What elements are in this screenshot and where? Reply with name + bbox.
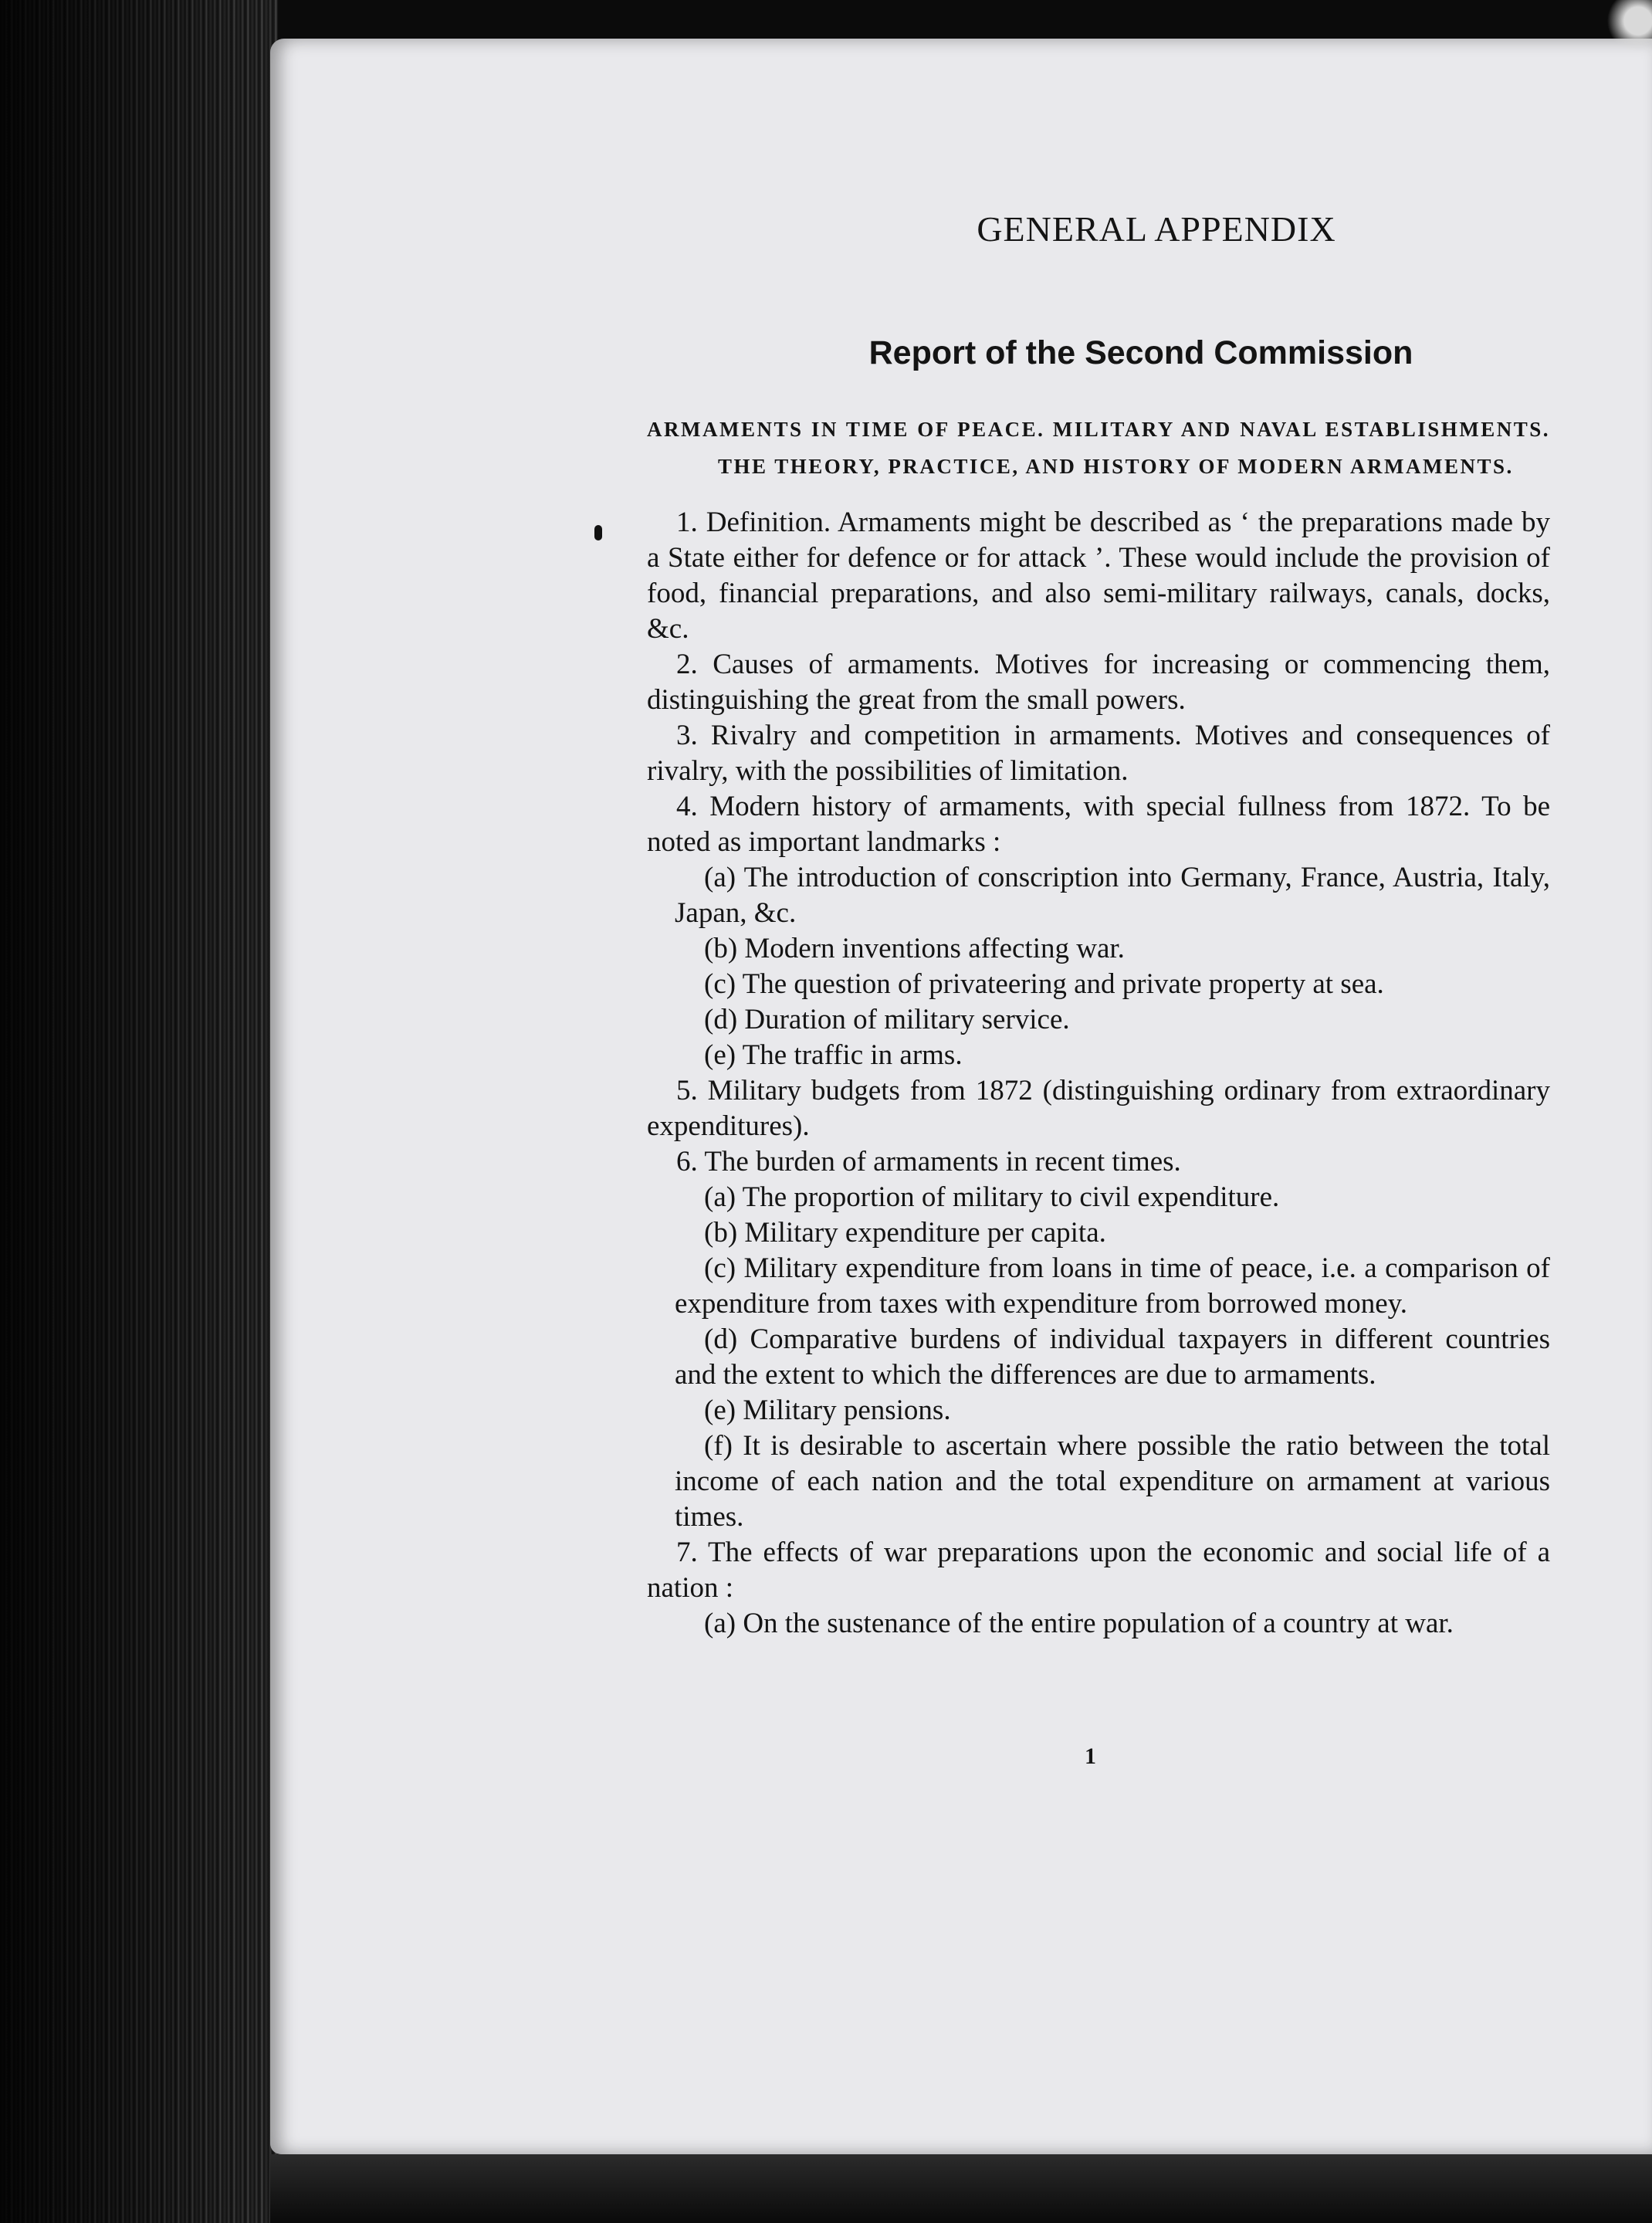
sub-item: (b) Military expenditure per capita. <box>704 1217 1106 1249</box>
numbered-item: 7. The effects of war preparations upon the economic and social life of a nation : <box>647 1537 1550 1604</box>
sub-item: (a) The introduction of conscription into Germany, France, Austria, Italy, Japan, &c. <box>675 862 1550 929</box>
sub-item: (a) The proportion of military to civil expenditure. <box>704 1181 1280 1213</box>
numbered-item: 4. Modern history of armaments, with special fullness from 1872. To be noted as important landmarks : <box>647 791 1550 858</box>
sub-item: (e) The traffic in arms. <box>704 1039 963 1071</box>
sub-item: (c) The question of privateering and private property at sea. <box>704 968 1384 1000</box>
appendix-title: GENERAL APPENDIX <box>977 209 1336 249</box>
sub-item: (e) Military pensions. <box>704 1394 951 1426</box>
spine-shadow <box>0 0 278 2223</box>
sub-item: (c) Military expenditure from loans in time of peace, i.e. a comparison of expenditure from taxes with expenditure from borrowed money. <box>675 1252 1550 1320</box>
numbered-item: 6. The burden of armaments in recent times. <box>676 1146 1181 1178</box>
report-title: Report of the Second Commission <box>868 334 1413 371</box>
numbered-item: 3. Rivalry and competition in armaments. Motives and consequences of rivalry, with the possibilities of limitation. <box>647 720 1550 787</box>
numbered-item: 1. Definition. Armaments might be described as ‘ the preparations made by a State either for defence or for attack ’. These would include the provision of food, financial preparations, and also semi-military railways, canals, docks, &c. <box>647 507 1550 645</box>
sub-item: (b) Modern inventions affecting war. <box>704 933 1125 964</box>
sub-item: (d) Comparative burdens of individual taxpayers in different countries and the extent to which the differences are due to armaments. <box>675 1323 1550 1391</box>
scan-corner-mark <box>1583 0 1652 69</box>
sub-item: (f) It is desirable to ascertain where possible the ratio between the total income of each nation and the total expenditure on armament at various times. <box>675 1430 1550 1533</box>
sub-item: (d) Duration of military service. <box>704 1004 1070 1035</box>
page-bottom-edge <box>270 2154 1652 2223</box>
page-text <box>647 208 1550 1642</box>
sub-item: (a) On the sustenance of the entire population of a country at war. <box>704 1608 1454 1639</box>
numbered-item: 2. Causes of armaments. Motives for increasing or commencing them, distinguishing the great from the small powers. <box>647 649 1550 716</box>
page-number: 1 <box>1085 1743 1096 1769</box>
margin-mark <box>594 525 602 541</box>
numbered-item: 5. Military budgets from 1872 (distinguishing ordinary from extraordinary expenditures). <box>647 1075 1550 1142</box>
topic-heading: ARMAMENTS IN TIME OF PEACE. MILITARY AND NAVAL ESTABLISHMENTS. THE THEORY, PRACTICE, AND HISTORY OF MODERN ARMAMENTS. <box>647 418 1550 478</box>
report-items <box>647 505 1550 1642</box>
